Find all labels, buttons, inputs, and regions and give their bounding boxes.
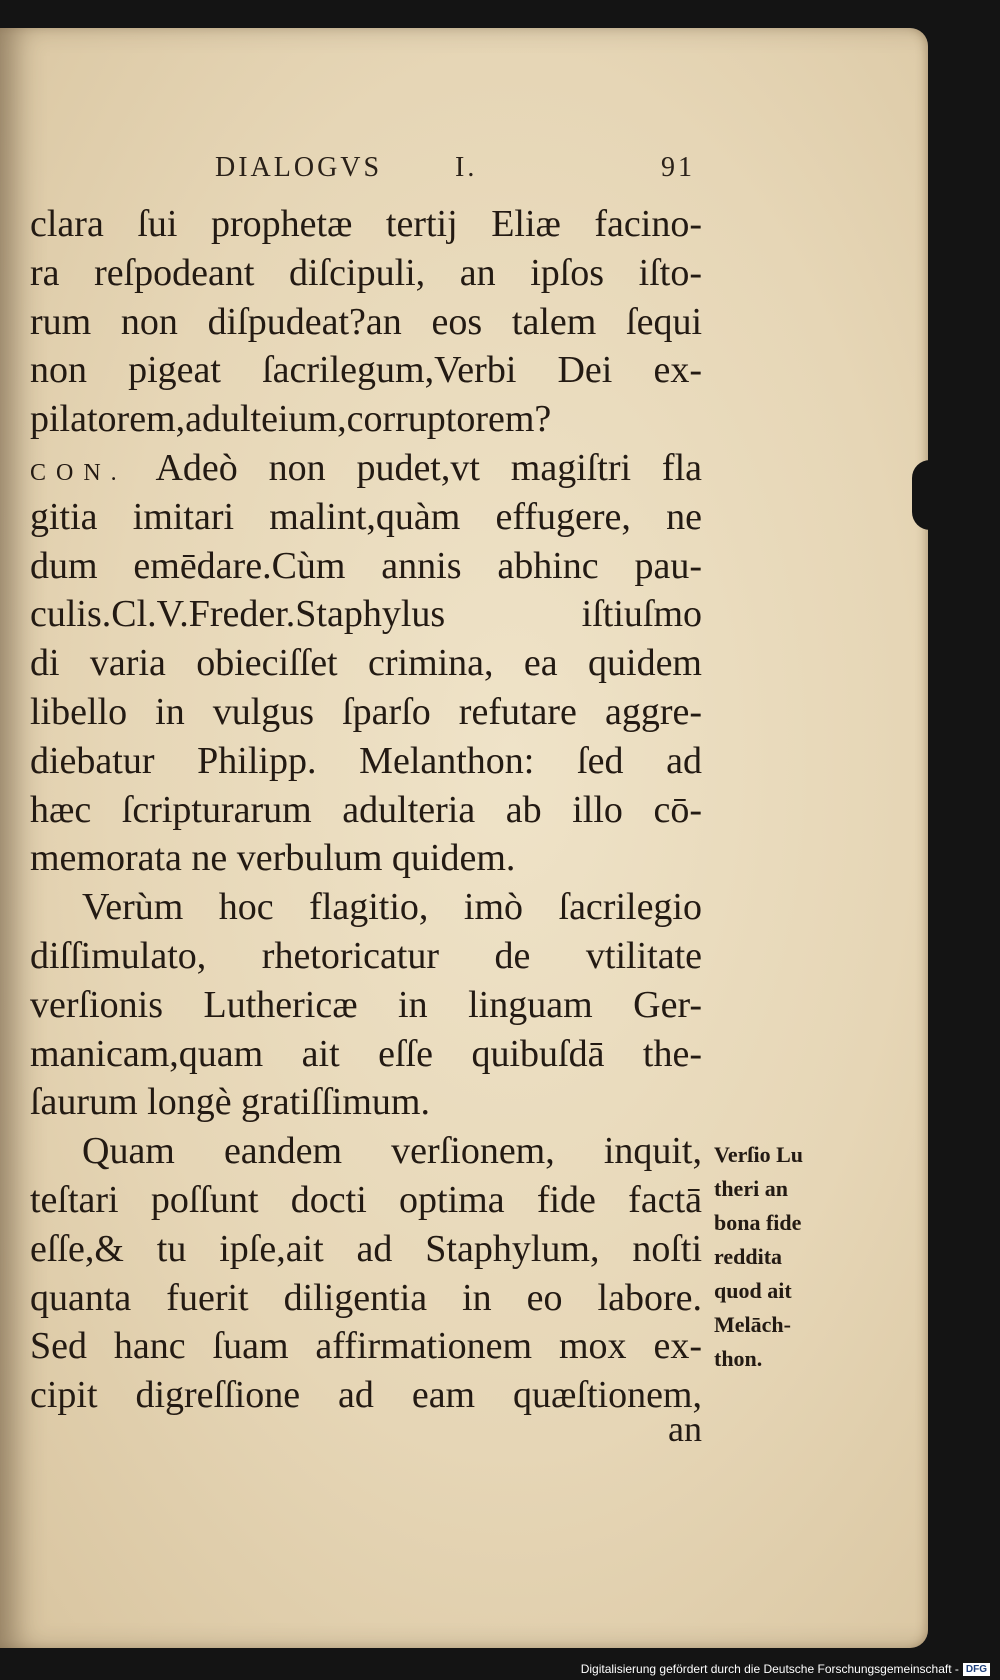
text-line: ſaurum longè gratiſſimum. xyxy=(30,1081,430,1124)
text-line: ra reſpodeant diſcipuli, an ipſos iſto- xyxy=(30,251,702,294)
text-line: pilatorem,adulteium,corruptorem? xyxy=(30,398,552,441)
catchword: an xyxy=(668,1409,702,1449)
text-line: gitia imitari malint,quàm effugere, ne xyxy=(30,495,702,538)
running-head-title: DIALOGVS xyxy=(215,152,383,183)
margin-note-line: reddita xyxy=(714,1244,783,1269)
text-line: rum non diſpudeat?an eos talem ſequi xyxy=(30,300,702,343)
text-line: eſſe,& tu ipſe,ait ad Staphylum, noſti xyxy=(30,1227,702,1270)
main-text xyxy=(30,200,702,1420)
text-line: non pigeat ſacrilegum,Verbi Dei ex- xyxy=(30,349,702,392)
text-line: memorata ne verbulum quidem. xyxy=(30,837,516,880)
margin-note-line: theri an xyxy=(714,1176,788,1201)
margin-note xyxy=(714,1138,864,1376)
margin-note-line: thon. xyxy=(714,1346,763,1371)
text-line: Adeò non pudet,vt magiſtri fla xyxy=(155,446,703,489)
text-line: di varia obieciſſet crimina, ea quidem xyxy=(30,642,702,685)
running-head-numeral: I. xyxy=(455,152,478,183)
text-line: verſionis Luthericæ in linguam Ger- xyxy=(30,983,702,1026)
text-line: Verùm hoc flagitio, imò ſacrilegio xyxy=(82,886,702,929)
text-line: cipit digreſſione ad eam quæſtionem, xyxy=(30,1374,702,1417)
page-edge-notch xyxy=(912,460,938,530)
book-page xyxy=(0,28,928,1648)
text-line: diebatur Philipp. Melanthon: ſed ad xyxy=(30,739,702,782)
text-line: hæc ſcripturarum adulteria ab illo cō- xyxy=(30,788,702,831)
text-line: libello in vulgus ſparſo refutare aggre- xyxy=(30,690,702,733)
text-line: Quam eandem verſionem, inquit, xyxy=(82,1130,702,1173)
text-line: quanta fuerit diligentia in eo labore. xyxy=(30,1276,702,1319)
text-line: dum emēdare.Cùm annis abhinc pau- xyxy=(30,544,702,587)
text-line: Sed hanc ſuam affirmationem mox ex- xyxy=(30,1325,702,1368)
digitization-credit xyxy=(581,1662,990,1676)
dfg-logo: DFG xyxy=(963,1663,990,1676)
text-line: teſtari poſſunt docti optima fide factā xyxy=(30,1178,702,1221)
margin-note-line: Verſio Lu xyxy=(714,1142,804,1167)
text-line: culis.Cl.V.Freder.Staphylus iſtiuſmo xyxy=(30,593,702,636)
speaker-label: CON. xyxy=(30,459,127,486)
text-line: diſſimulato, rhetoricatur de vtilitate xyxy=(30,934,702,977)
running-head xyxy=(215,152,695,192)
page-number: 91 xyxy=(661,152,695,183)
text-line-with-speaker xyxy=(30,444,702,493)
text-line: clara ſui prophetæ tertij Eliæ facino- xyxy=(30,203,702,245)
margin-note-line: Melāch- xyxy=(714,1312,791,1337)
margin-note-line: bona fide xyxy=(714,1210,802,1235)
margin-note-line: quod ait xyxy=(714,1278,792,1303)
credit-text: Digitalisierung gefördert durch die Deutsche Forschungsgemeinschaft - xyxy=(580,1662,959,1676)
text-line: manicam,quam ait eſſe quibuſdā the- xyxy=(30,1032,702,1075)
